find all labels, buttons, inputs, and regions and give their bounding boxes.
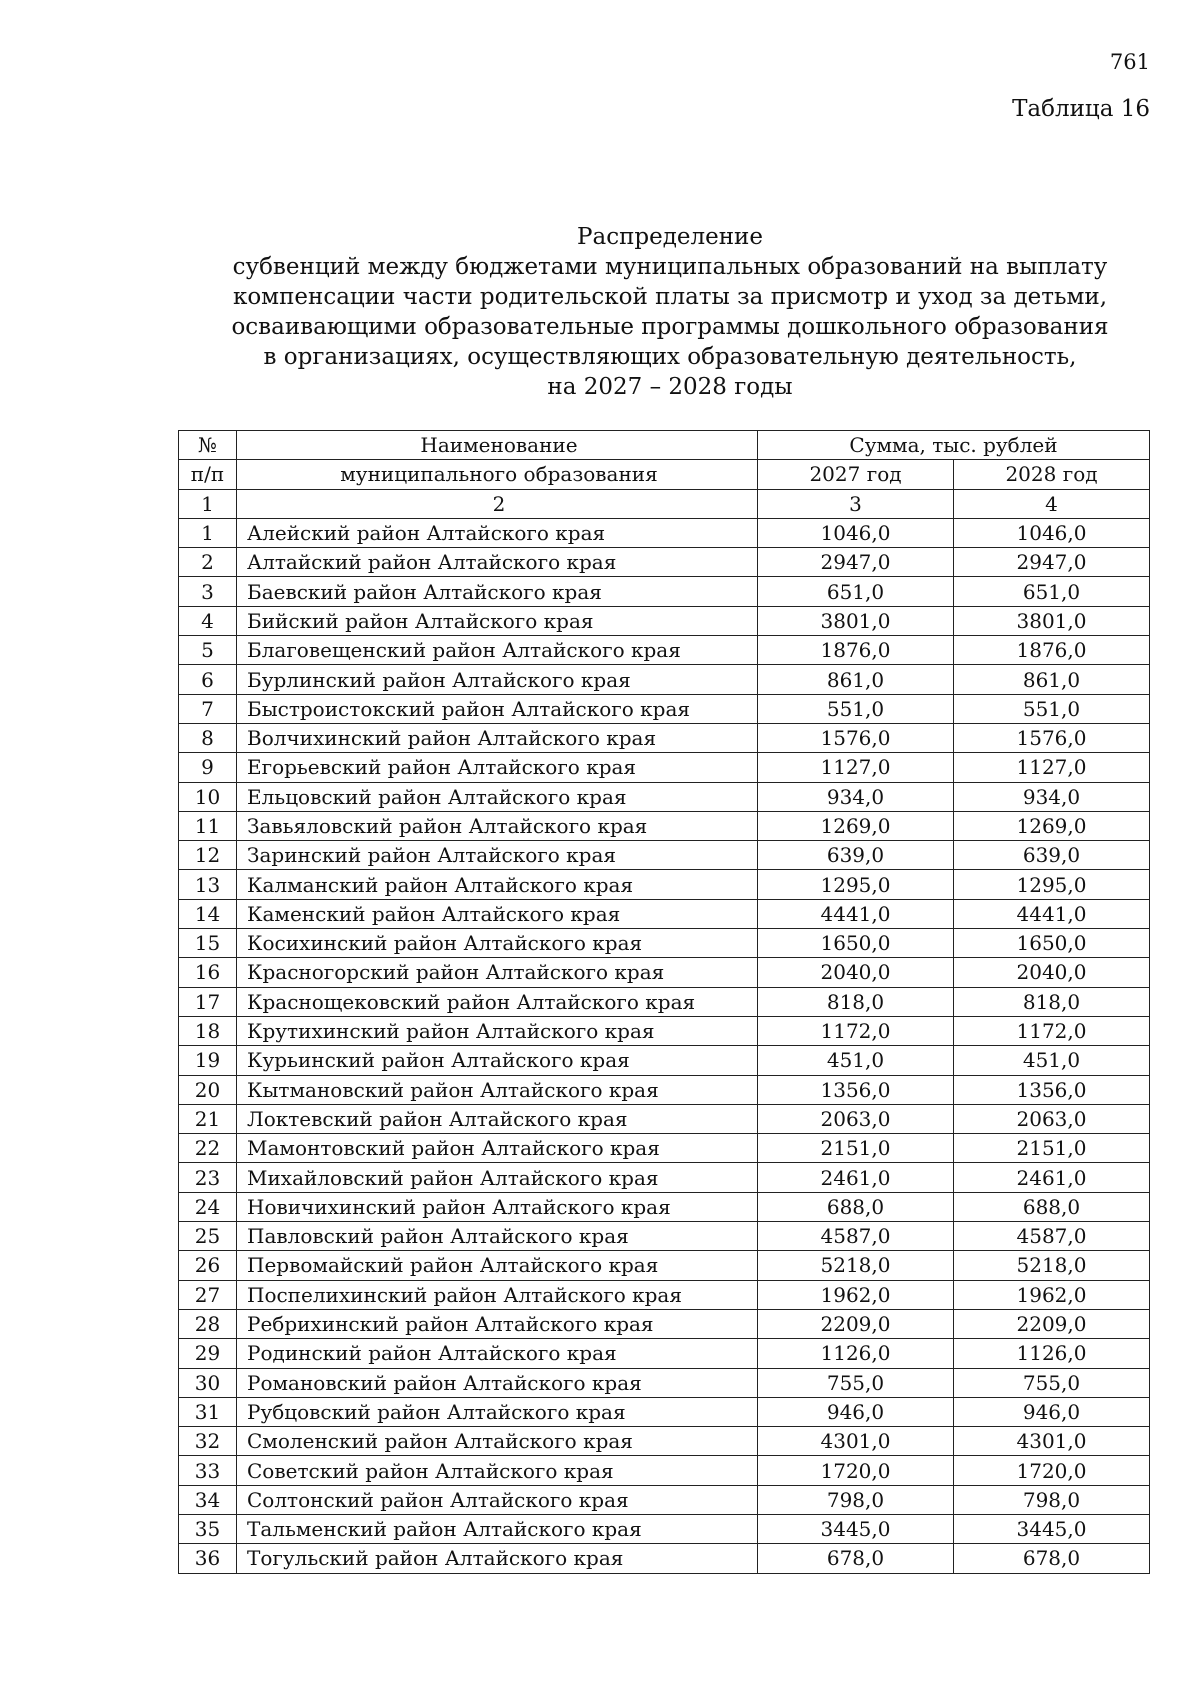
header-name-bottom: муниципального образования [237,460,758,489]
title-line: Распределение [577,224,763,250]
table-row [179,841,1150,870]
municipality-name: Солтонский район Алтайского края [237,1485,758,1514]
row-number: 27 [179,1280,237,1309]
row-number: 3 [179,577,237,606]
table-row [179,1544,1150,1573]
row-number: 19 [179,1046,237,1075]
row-number: 20 [179,1075,237,1104]
table-row [179,1456,1150,1485]
table-row [179,723,1150,752]
amount-2027: 934,0 [758,782,954,811]
municipality-name: Егорьевский район Алтайского края [237,753,758,782]
amount-2028: 1046,0 [954,518,1150,547]
table-label: Таблица 16 [1012,96,1150,122]
table-row [179,811,1150,840]
municipality-name: Родинский район Алтайского края [237,1339,758,1368]
row-number: 30 [179,1368,237,1397]
table-header [179,431,1150,519]
row-number: 1 [179,518,237,547]
row-number: 14 [179,899,237,928]
row-number: 32 [179,1427,237,1456]
amount-2027: 3445,0 [758,1514,954,1543]
table-row [179,1339,1150,1368]
amount-2027: 2040,0 [758,958,954,987]
table-row [179,636,1150,665]
amount-2027: 688,0 [758,1192,954,1221]
document-title [210,222,1130,402]
table-row [179,987,1150,1016]
amount-2028: 1356,0 [954,1075,1150,1104]
municipality-name: Ельцовский район Алтайского края [237,782,758,811]
amount-2028: 639,0 [954,841,1150,870]
row-number: 36 [179,1544,237,1573]
row-number: 34 [179,1485,237,1514]
row-number: 18 [179,1016,237,1045]
amount-2028: 1720,0 [954,1456,1150,1485]
municipality-name: Первомайский район Алтайского края [237,1251,758,1280]
amount-2027: 1127,0 [758,753,954,782]
column-number: 3 [758,489,954,518]
table-row [179,1514,1150,1543]
amount-2028: 1172,0 [954,1016,1150,1045]
row-number: 17 [179,987,237,1016]
column-number: 1 [179,489,237,518]
municipality-name: Смоленский район Алтайского края [237,1427,758,1456]
amount-2027: 2947,0 [758,548,954,577]
row-number: 12 [179,841,237,870]
municipality-name: Краснощековский район Алтайского края [237,987,758,1016]
column-number: 4 [954,489,1150,518]
amount-2027: 1576,0 [758,723,954,752]
title-line: осваивающими образовательные программы дошкольного образования [231,314,1109,340]
amount-2028: 1295,0 [954,870,1150,899]
header-name-top: Наименование [237,431,758,460]
row-number: 16 [179,958,237,987]
municipality-name: Бийский район Алтайского края [237,606,758,635]
table-row [179,665,1150,694]
municipality-name: Михайловский район Алтайского края [237,1163,758,1192]
amount-2028: 3445,0 [954,1514,1150,1543]
amount-2028: 1650,0 [954,929,1150,958]
municipality-name: Романовский район Алтайского края [237,1368,758,1397]
row-number: 5 [179,636,237,665]
header-year-2028: 2028 год [954,460,1150,489]
municipality-name: Благовещенский район Алтайского края [237,636,758,665]
table-row [179,1222,1150,1251]
amount-2027: 818,0 [758,987,954,1016]
amount-2027: 551,0 [758,694,954,723]
row-number: 7 [179,694,237,723]
row-number: 23 [179,1163,237,1192]
amount-2028: 2063,0 [954,1104,1150,1133]
municipality-name: Алтайский район Алтайского края [237,548,758,577]
amount-2027: 1269,0 [758,811,954,840]
table-row [179,1309,1150,1338]
row-number: 15 [179,929,237,958]
amount-2028: 1962,0 [954,1280,1150,1309]
amount-2027: 1356,0 [758,1075,954,1104]
title-line: компенсации части родительской платы за присмотр и уход за детьми, [232,284,1108,310]
page-number: 761 [1109,50,1150,74]
distribution-table [178,430,1150,1574]
municipality-name: Крутихинский район Алтайского края [237,1016,758,1045]
table-row [179,1485,1150,1514]
header-row [179,431,1150,460]
amount-2028: 551,0 [954,694,1150,723]
title-line: субвенций между бюджетами муниципальных образований на выплату [232,254,1108,280]
municipality-name: Кытмановский район Алтайского края [237,1075,758,1104]
table-row [179,870,1150,899]
amount-2027: 798,0 [758,1485,954,1514]
table-row [179,518,1150,547]
table-row [179,1016,1150,1045]
amount-2028: 3801,0 [954,606,1150,635]
municipality-name: Алейский район Алтайского края [237,518,758,547]
municipality-name: Каменский район Алтайского края [237,899,758,928]
amount-2028: 818,0 [954,987,1150,1016]
amount-2028: 4301,0 [954,1427,1150,1456]
amount-2027: 1172,0 [758,1016,954,1045]
municipality-name: Павловский район Алтайского края [237,1222,758,1251]
amount-2028: 2461,0 [954,1163,1150,1192]
table-row [179,782,1150,811]
table-row [179,958,1150,987]
amount-2027: 2209,0 [758,1309,954,1338]
amount-2027: 1876,0 [758,636,954,665]
municipality-name: Заринский район Алтайского края [237,841,758,870]
header-num-top: № [179,431,237,460]
table-body [179,518,1150,1573]
table-row [179,1075,1150,1104]
amount-2028: 1876,0 [954,636,1150,665]
amount-2027: 2461,0 [758,1163,954,1192]
row-number: 8 [179,723,237,752]
amount-2027: 755,0 [758,1368,954,1397]
row-number: 2 [179,548,237,577]
amount-2027: 1650,0 [758,929,954,958]
header-row [179,460,1150,489]
amount-2028: 451,0 [954,1046,1150,1075]
title-line: на 2027 – 2028 годы [547,374,793,400]
table-row [179,899,1150,928]
table-row [179,1397,1150,1426]
municipality-name: Локтевский район Алтайского края [237,1104,758,1133]
amount-2028: 678,0 [954,1544,1150,1573]
column-number-row [179,489,1150,518]
table-row [179,1046,1150,1075]
municipality-name: Курьинский район Алтайского края [237,1046,758,1075]
amount-2028: 2040,0 [954,958,1150,987]
table-row [179,577,1150,606]
amount-2028: 1269,0 [954,811,1150,840]
table-row [179,1134,1150,1163]
amount-2027: 678,0 [758,1544,954,1573]
row-number: 33 [179,1456,237,1485]
amount-2027: 1720,0 [758,1456,954,1485]
row-number: 26 [179,1251,237,1280]
row-number: 6 [179,665,237,694]
municipality-name: Новичихинский район Алтайского края [237,1192,758,1221]
municipality-name: Завьяловский район Алтайского края [237,811,758,840]
amount-2028: 2947,0 [954,548,1150,577]
row-number: 35 [179,1514,237,1543]
municipality-name: Косихинский район Алтайского края [237,929,758,958]
header-num-bottom: п/п [179,460,237,489]
amount-2028: 651,0 [954,577,1150,606]
table-row [179,1104,1150,1133]
amount-2028: 755,0 [954,1368,1150,1397]
amount-2027: 4587,0 [758,1222,954,1251]
amount-2028: 861,0 [954,665,1150,694]
municipality-name: Тальменский район Алтайского края [237,1514,758,1543]
amount-2028: 688,0 [954,1192,1150,1221]
row-number: 22 [179,1134,237,1163]
municipality-name: Красногорский район Алтайского края [237,958,758,987]
table-row [179,548,1150,577]
table-row [179,1427,1150,1456]
municipality-name: Быстроистокский район Алтайского края [237,694,758,723]
amount-2027: 2063,0 [758,1104,954,1133]
row-number: 11 [179,811,237,840]
row-number: 21 [179,1104,237,1133]
table-row [179,1280,1150,1309]
row-number: 10 [179,782,237,811]
amount-2027: 451,0 [758,1046,954,1075]
amount-2027: 1126,0 [758,1339,954,1368]
amount-2027: 651,0 [758,577,954,606]
municipality-name: Мамонтовский район Алтайского края [237,1134,758,1163]
title-line: в организациях, осуществляющих образовательную деятельность, [263,344,1077,370]
amount-2027: 2151,0 [758,1134,954,1163]
header-year-2027: 2027 год [758,460,954,489]
amount-2028: 934,0 [954,782,1150,811]
amount-2028: 1127,0 [954,753,1150,782]
amount-2028: 1576,0 [954,723,1150,752]
municipality-name: Калманский район Алтайского края [237,870,758,899]
table-row [179,929,1150,958]
table-row [179,606,1150,635]
amount-2027: 4301,0 [758,1427,954,1456]
amount-2028: 4587,0 [954,1222,1150,1251]
row-number: 29 [179,1339,237,1368]
table-row [179,753,1150,782]
municipality-name: Баевский район Алтайского края [237,577,758,606]
row-number: 24 [179,1192,237,1221]
amount-2028: 798,0 [954,1485,1150,1514]
header-sum: Сумма, тыс. рублей [758,431,1150,460]
amount-2027: 4441,0 [758,899,954,928]
amount-2027: 1962,0 [758,1280,954,1309]
amount-2028: 946,0 [954,1397,1150,1426]
amount-2027: 1295,0 [758,870,954,899]
column-number: 2 [237,489,758,518]
amount-2027: 3801,0 [758,606,954,635]
amount-2028: 2209,0 [954,1309,1150,1338]
amount-2028: 2151,0 [954,1134,1150,1163]
row-number: 9 [179,753,237,782]
table-row [179,694,1150,723]
amount-2027: 1046,0 [758,518,954,547]
row-number: 28 [179,1309,237,1338]
row-number: 4 [179,606,237,635]
municipality-name: Ребрихинский район Алтайского края [237,1309,758,1338]
amount-2028: 1126,0 [954,1339,1150,1368]
table-row [179,1368,1150,1397]
amount-2028: 5218,0 [954,1251,1150,1280]
municipality-name: Волчихинский район Алтайского края [237,723,758,752]
amount-2028: 4441,0 [954,899,1150,928]
table-row [179,1163,1150,1192]
amount-2027: 639,0 [758,841,954,870]
municipality-name: Тогульский район Алтайского края [237,1544,758,1573]
amount-2027: 5218,0 [758,1251,954,1280]
row-number: 13 [179,870,237,899]
amount-2027: 861,0 [758,665,954,694]
municipality-name: Бурлинский район Алтайского края [237,665,758,694]
table-row [179,1251,1150,1280]
municipality-name: Советский район Алтайского края [237,1456,758,1485]
row-number: 31 [179,1397,237,1426]
municipality-name: Рубцовский район Алтайского края [237,1397,758,1426]
amount-2027: 946,0 [758,1397,954,1426]
table-row [179,1192,1150,1221]
row-number: 25 [179,1222,237,1251]
municipality-name: Поспелихинский район Алтайского края [237,1280,758,1309]
